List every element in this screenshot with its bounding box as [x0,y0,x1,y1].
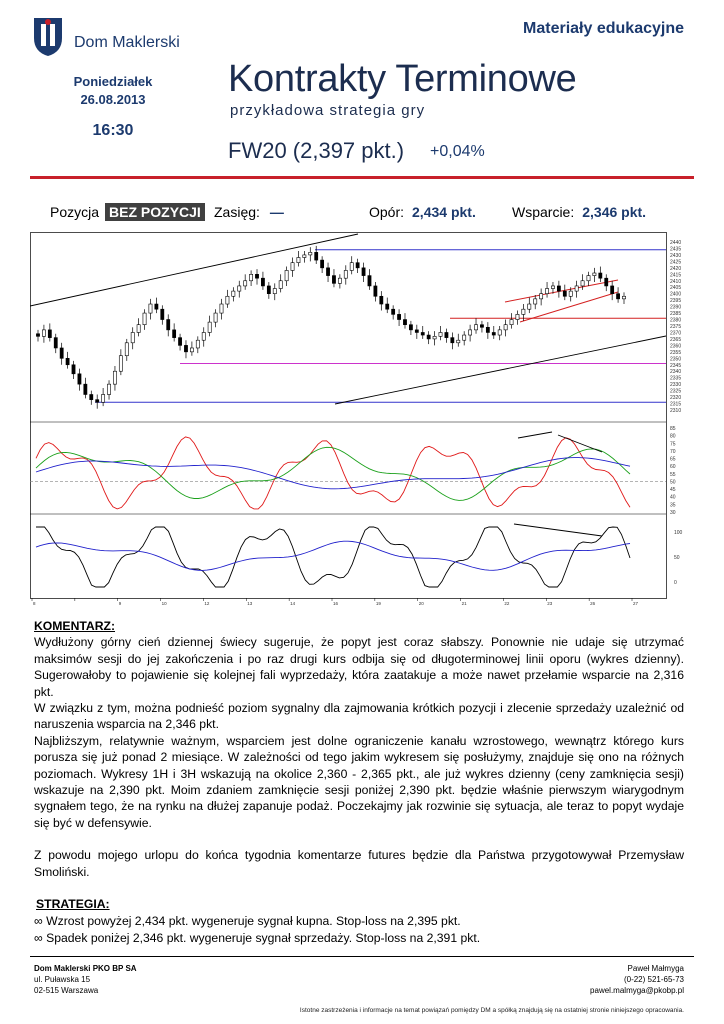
osc1-tick-label: 45 [670,487,676,494]
candle-body [463,335,466,340]
infinity-bullet-icon: ∞ [34,931,43,945]
author-email[interactable]: pawel.malmyga@pkobp.pl [590,986,684,995]
candle-body [622,296,625,299]
osc2-divergence-line [514,524,602,536]
x-tick-label: 14 [290,601,296,606]
candle-body [392,309,395,314]
candle-body [575,286,578,291]
candle-body [84,384,87,394]
candle-body [226,296,229,304]
candle-body [190,348,193,352]
candle-body [344,270,347,278]
candle-body [599,273,602,278]
candle-body [167,320,170,330]
candle-body [285,270,288,280]
price-tick-label: 2375 [670,324,682,330]
candle-body [267,286,270,294]
price-tick-label: 2350 [670,356,682,363]
candle-body [540,294,543,299]
osc2-tick-label: 50 [674,555,680,561]
price-tick-label: 2380 [670,317,682,324]
x-tick-label: 16 [333,601,339,606]
osc1-tick-label: 75 [670,441,676,448]
candle-body [605,278,608,286]
x-tick-label: 21 [461,601,467,606]
osc1-tick-label: 50 [670,479,676,486]
osc1-blue-line [36,458,630,489]
candle-body [593,273,596,276]
candle-body [457,340,460,343]
candle-body [261,278,264,286]
candle-body [125,343,128,356]
candle-body [356,263,359,268]
x-tick-label: 20 [418,601,424,606]
candle-body [510,320,513,325]
candle-body [303,255,306,258]
header-divider [30,176,694,179]
candle-body [173,330,176,338]
position-status [50,204,205,220]
candle-body [439,332,442,336]
candle-body [273,289,276,294]
candle-body [214,313,217,322]
price-chart [30,232,698,608]
price-tick-label: 2345 [670,362,682,369]
trendline-upper [30,234,358,306]
x-tick-label: 12 [204,601,210,606]
candle-body [220,304,223,313]
candle-body [66,358,69,364]
candle-body [409,325,412,330]
candle-body [469,330,472,335]
price-tick-label: 2435 [670,246,682,253]
candle-body [486,327,489,332]
candle-body [232,291,235,296]
candle-body [321,260,324,268]
candle-body [587,276,590,281]
comment-paragraph: Wydłużony górny cień dziennej świecy sugeruje, że popyt jest coraz słabszy. Ponownie nie udaje się utrzymać maksimów sesji do jej zakończenia i po raz drugi kurs odbija się od długoterminowej linii oporu (wykres dzienny). Sugerowałoby to pojawienie się kolejnej fali wyprzedaży, która zaatakuje a może nawet przełamie wsparcie na 2,316 pkt. [34,635,684,699]
strategy-item: ∞ Wzrost powyżej 2,434 pkt. wygeneruje sygnał kupna. Stop-loss na 2,395 pkt. [34,914,461,928]
candle-body [445,332,448,337]
comment-paragraph [34,831,684,847]
candle-body [415,330,418,333]
pko-logo-icon [30,14,66,58]
footer-company [34,963,137,996]
price-tick-label: 2365 [670,336,682,343]
candle-body [96,400,99,403]
disclaimer: Istotne zastrzeżenia i informacje na temat powiązań pomiędzy DM a spółką znajdują się na ostatniej stronie niniejszego opracowania. [299,1007,684,1014]
range-status [214,204,284,220]
candle-body [397,314,400,319]
price-tick-label: 2415 [670,272,682,279]
strategy-section [34,896,684,947]
price-tick-label: 2355 [670,349,682,356]
candle-body [362,268,365,276]
date: 26.08.2013 [80,92,146,107]
candle-body [208,322,211,332]
candle-body [131,332,134,342]
candle-body [60,348,63,358]
brand-name: Dom Maklerski [74,34,180,51]
candle-body [433,336,436,339]
osc1-divergence-line [558,435,602,452]
price-tick-label: 2425 [670,259,682,266]
price-tick-label: 2385 [670,311,682,318]
candle-body [119,356,122,372]
price-tick-label: 2360 [670,343,682,350]
osc1-tick-label: 70 [670,448,676,455]
candle-body [528,304,531,309]
candle-body [161,309,164,319]
support-label: Wsparcie: [512,204,575,220]
candle-body [474,325,477,330]
chart-frame [31,233,667,599]
candle-body [196,340,199,348]
candle-body [42,330,45,336]
weekday: Poniedziałek [73,74,153,89]
candle-body [238,286,241,291]
candle-body [184,345,187,351]
price-tick-label: 2340 [670,369,682,376]
x-tick-label: 27 [633,601,639,606]
price-tick-label: 2335 [670,375,682,382]
candle-body [107,384,110,394]
price-tick-label: 2440 [670,240,682,246]
range-value: — [269,204,284,220]
price-tick-label: 2405 [670,285,682,292]
osc2-tick-label: 0 [674,580,677,586]
candle-body [368,276,371,286]
price-tick-label: 2330 [670,382,682,389]
company-city: 02-515 Warszawa [34,986,99,995]
comment-heading: KOMENTARZ: [34,619,116,633]
price-tick-label: 2390 [670,304,682,311]
support-value: 2,346 pkt. [582,204,647,220]
candle-body [113,371,116,384]
price-tick-label: 2310 [670,408,682,414]
price-tick-label: 2325 [670,388,682,395]
candle-body [155,304,158,309]
comment-paragraph: W związku z tym, można podnieść poziom sygnalny dla zajmowania krótkich pozycji i zlecenie sprzedaży uzależnić od naruszenia wsparcia na 2,346 pkt. [34,701,684,732]
candle-body [427,335,430,339]
osc2-tick-label: 100 [674,530,683,536]
candle-body [563,291,566,296]
candle-body [611,286,614,294]
candle-body [522,309,525,314]
candle-body [78,374,81,384]
candle-body [338,278,341,283]
candle-body [403,320,406,325]
time: 16:30 [92,122,134,139]
osc1-tick-label: 60 [670,464,676,471]
comment-paragraph: Najbliższym, relatywnie ważnym, wsparciem jest dolne ograniczenie kanału wzrostowego, wewnątrz którego kurs porusza się już ponad 2 miesiące. W zależności od tego jakim wykresem się posłużymy, znajduje się ono na różnych poziomach. Wykresy 1H i 3H wskazują na okolice 2,360 - 2,365 pkt., ale już wykres dzienny (ceny zamknięcia sesji) wskazuje na 2,390 pkt. Moim zdaniem zamknięcie sesji poniżej 2,390 pkt. będzie właśnie pierwszym wiarygodnym sygnałem tego, że na rynku na dłużej zapanuje podaż. Poczekajmy jak rozwinie się sytuacja, ale teraz to popyt wydaje się być w defensywie. [34,733,684,830]
trendline-lower [335,336,666,404]
candle-body [498,330,501,335]
channel-upper [505,280,618,302]
candle-body [249,274,252,280]
x-tick-label: 13 [247,601,253,606]
candle-body [244,281,247,286]
osc1-tick-label: 35 [670,502,676,509]
osc1-tick-label: 80 [670,433,676,440]
x-tick-label: 23 [547,601,553,606]
candle-body [492,332,495,335]
page-title: Kontrakty Terminowe [228,58,577,100]
candle-body [54,338,57,348]
osc1-tick-label: 85 [670,426,676,432]
candle-body [279,281,282,289]
candle-body [421,332,424,335]
candle-body [149,304,152,313]
infinity-bullet-icon: ∞ [34,914,43,928]
resistance-value: 2,434 pkt. [412,204,476,220]
footer-divider [30,956,694,957]
page-subtitle: przykładowa strategia gry [230,102,426,119]
resistance-status [369,204,476,220]
candle-body [291,263,294,271]
osc1-divergence-line [518,432,552,438]
price-tick-label: 2370 [670,330,682,337]
candle-body [569,291,572,296]
osc1-tick-label: 65 [670,456,676,463]
candle-body [480,325,483,328]
price-tick-label: 2400 [670,291,682,298]
author-phone: (0-22) 521-65-73 [623,975,684,984]
osc1-tick-label: 55 [670,471,676,478]
osc1-green-line [36,447,630,500]
position-badge: BEZ POZYCJI [105,203,205,221]
x-tick-label: 10 [161,601,167,606]
comment-paragraph: Z powodu mojego urlopu do końca tygodnia komentarze futures będzie dla Państwa przygotowywał Przemysław Smoliński. [34,848,684,879]
company-street: ul. Puławska 15 [34,975,91,984]
candle-body [350,263,353,271]
price-tick-label: 2410 [670,278,682,285]
candle-body [48,330,51,338]
candle-body [297,258,300,263]
comment-section [34,618,684,880]
candle-body [332,276,335,284]
osc1-tick-label: 40 [670,494,676,501]
candle-body [143,313,146,325]
instrument-quote: FW20 (2,397 pkt.) [228,138,405,163]
candle-body [557,286,560,291]
candle-body [616,294,619,299]
price-tick-label: 2395 [670,298,682,305]
candle-body [309,252,312,255]
x-tick-label: 9 [118,601,122,606]
osc2-black-line [36,527,630,587]
footer-author [590,963,684,996]
resistance-label: Opór: [369,204,405,220]
x-tick-label: 26 [590,601,596,606]
candle-body [374,286,377,296]
candle-body [386,304,389,309]
x-tick-label: 8 [33,601,36,606]
candle-body [551,286,554,289]
candle-body [102,394,105,402]
candle-body [137,325,140,333]
candle-body [380,296,383,304]
candle-body [315,252,318,260]
candle-body [504,325,507,330]
price-tick-label: 2420 [670,265,682,272]
price-tick-label: 2430 [670,252,682,259]
price-change: +0,04% [430,143,485,160]
candle-body [72,365,75,374]
osc1-tick-label: 30 [670,510,676,516]
candle-body [326,268,329,276]
position-label: Pozycja [50,204,100,220]
x-tick-label: 22 [504,601,510,606]
candle-body [36,334,39,337]
candle-body [516,314,519,319]
x-tick-label: 19 [375,601,381,606]
price-tick-label: 2315 [670,401,682,408]
section-title: Materiały edukacyjne [523,20,684,37]
author-name: Paweł Małmyga [627,964,684,973]
candle-body [255,274,258,278]
company-name: Dom Maklerski PKO BP SA [34,964,137,973]
strategy-item: ∞ Spadek poniżej 2,346 pkt. wygeneruje sygnał sprzedaży. Stop-loss na 2,391 pkt. [34,931,481,945]
candle-body [202,332,205,340]
strategy-heading: STRATEGIA: [36,897,110,911]
candle-body [534,299,537,304]
price-tick-label: 2320 [670,395,682,402]
candle-body [178,338,181,346]
range-label: Zasięg: [214,204,260,220]
candle-body [581,281,584,286]
candle-body [451,338,454,343]
support-status [512,204,646,220]
candle-body [545,289,548,294]
candle-body [90,394,93,399]
date-block [58,73,168,109]
